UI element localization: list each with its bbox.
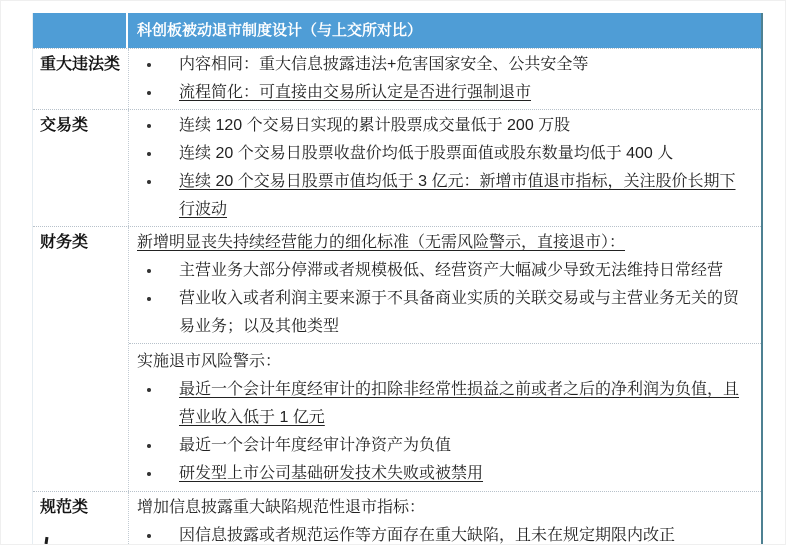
bullet-icon bbox=[147, 180, 151, 184]
line-text: 研发型上市公司基础研发技术失败或被禁用 bbox=[179, 465, 484, 482]
line-text: 因信息披露或者规范运作等方面存在重大缺陷，且未在规定期限内改正 bbox=[179, 527, 676, 544]
line-text: 连续 120 个交易日实现的累计股票成交量低于 200 万股 bbox=[179, 117, 571, 134]
line-text: 流程简化：可直接由交易所认定是否进行强制退市 bbox=[179, 84, 532, 101]
line-text: 新增明显丧失持续经营能力的细化标准（无需风险警示，直接退市）： bbox=[137, 234, 626, 251]
line-text: 最近一个会计年度经审计净资产为负值 bbox=[179, 437, 452, 454]
category-label: 财务类 bbox=[40, 234, 89, 251]
line-text: 营业收入或者利润主要来源于不具备商业实质的关联交易或与主营业务无关的贸易业务；以及其他类型 bbox=[179, 290, 740, 335]
table-row bbox=[33, 491, 761, 545]
content-line bbox=[129, 348, 747, 376]
content-line bbox=[129, 432, 747, 460]
bullet-icon bbox=[147, 152, 151, 156]
line-text: 连续 20 个交易日股票收盘价均低于股票面值或股东数量均低于 400 人 bbox=[179, 145, 674, 162]
content-line bbox=[129, 51, 747, 79]
line-text: 增加信息披露重大缺陷规范性退市指标： bbox=[137, 499, 426, 516]
table-row bbox=[33, 226, 761, 491]
content-block bbox=[129, 49, 761, 109]
content-cell bbox=[128, 227, 761, 491]
table-header-row bbox=[33, 13, 761, 48]
line-text: 最近一个会计年度经审计的扣除非经常性损益之前或者之后的净利润为负值，且营业收入低于 1 亿元 bbox=[179, 381, 740, 426]
table-rows bbox=[33, 48, 761, 545]
content-cell bbox=[128, 110, 761, 226]
table-row bbox=[33, 48, 761, 109]
category-label: 规范类 bbox=[40, 499, 89, 516]
line-text: 主营业务大部分停滞或者规模极低、经营资产大幅减少导致无法维持日常经营 bbox=[179, 262, 724, 279]
line-text: 内容相同：重大信息披露违法+危害国家安全、公共安全等 bbox=[179, 56, 589, 73]
line-text: 连续 20 个交易日股票市值均低于 3 亿元：新增市值退市指标，关注股价长期下行波动 bbox=[179, 173, 736, 218]
table-row bbox=[33, 109, 761, 226]
category-label: 交易类 bbox=[40, 117, 89, 134]
content-line bbox=[129, 376, 747, 432]
header-title-cell: 科创板被动退市制度设计（与上交所对比） bbox=[128, 13, 761, 48]
content-block bbox=[129, 110, 761, 226]
bullet-icon bbox=[147, 534, 151, 538]
category-label: 重大违法类 bbox=[40, 56, 121, 73]
content-block bbox=[129, 492, 761, 545]
content-line bbox=[129, 522, 747, 545]
bullet-icon bbox=[147, 444, 151, 448]
bullet-icon bbox=[147, 388, 151, 392]
content-block bbox=[129, 343, 761, 491]
content-line bbox=[129, 79, 747, 107]
content-line bbox=[129, 460, 747, 488]
content-block bbox=[129, 227, 761, 343]
content-line bbox=[129, 140, 747, 168]
bullet-icon bbox=[147, 124, 151, 128]
bullet-icon bbox=[147, 91, 151, 95]
content-cell bbox=[128, 492, 761, 545]
content-line bbox=[129, 168, 747, 224]
content-line bbox=[129, 112, 747, 140]
bullet-icon bbox=[147, 269, 151, 273]
line-text: 实施退市风险警示： bbox=[137, 353, 282, 370]
content-cell bbox=[128, 49, 761, 109]
bullet-icon bbox=[147, 297, 151, 301]
content-line bbox=[129, 257, 747, 285]
content-line bbox=[129, 285, 747, 341]
content-line bbox=[129, 229, 747, 257]
delisting-table bbox=[32, 13, 763, 545]
header-category-cell bbox=[33, 13, 128, 48]
bullet-icon bbox=[147, 472, 151, 476]
content-line bbox=[129, 494, 747, 522]
bullet-icon bbox=[147, 63, 151, 67]
